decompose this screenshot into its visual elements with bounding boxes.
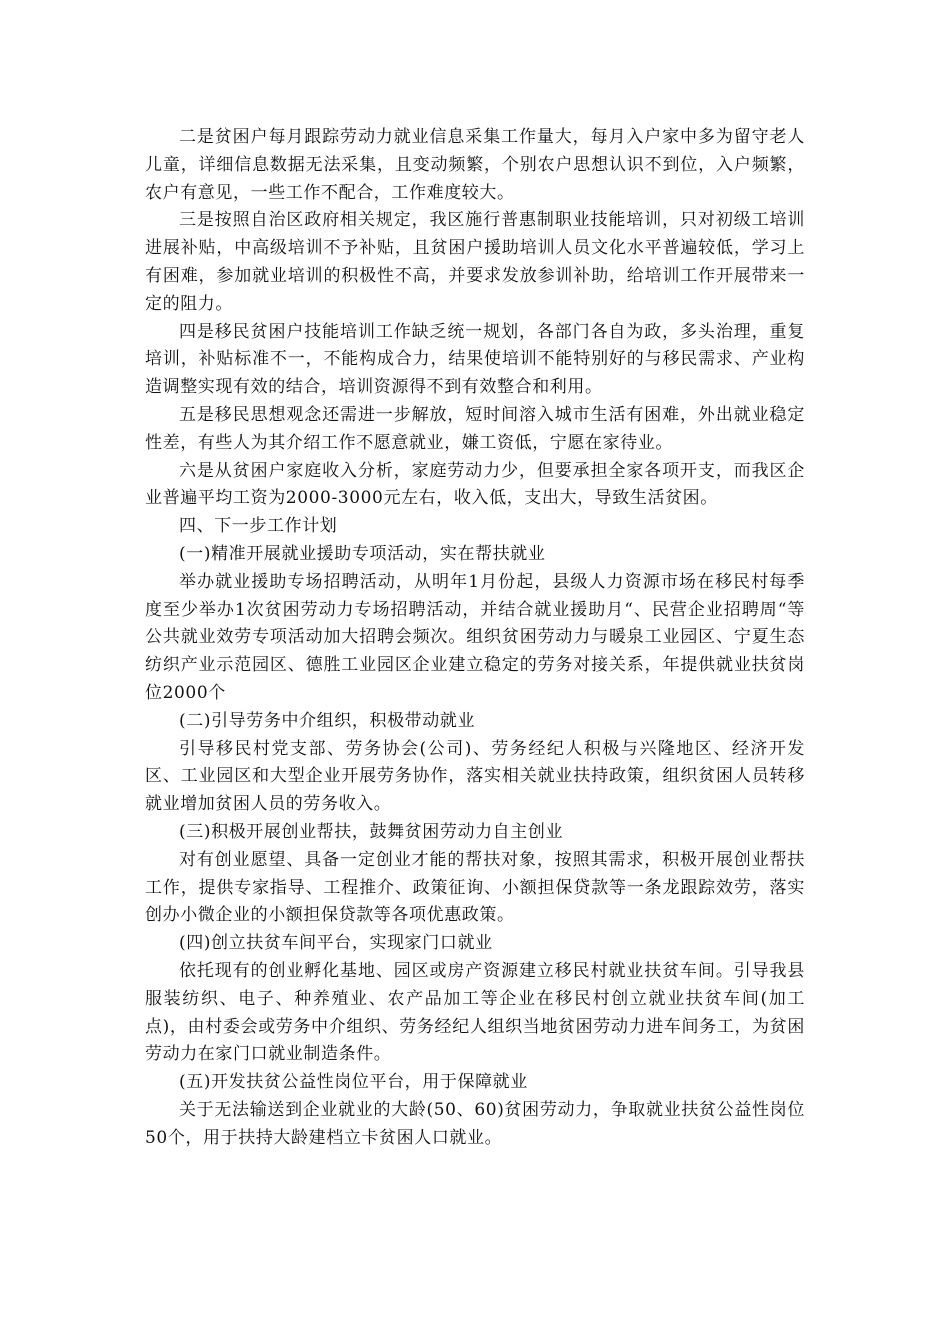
paragraph-plan-four: 依托现有的创业孵化基地、园区或房产资源建立移民村就业扶贫车间。引导我县服装纺织、电子、种养殖业、农产品加工等企业在移民村创立就业扶贫车间(加工点)，由村委会或劳务中介组织、劳务经纪人组织当地贫困劳动力进车间务工，为贫困劳动力在家门口就业制造条件。 bbox=[145, 960, 805, 1065]
subheading-plan-one: (一)精准开展就业援助专项活动，实在帮扶就业 bbox=[179, 543, 546, 564]
subheading-plan-five: (五)开发扶贫公益性岗位平台，用于保障就业 bbox=[179, 1072, 528, 1093]
paragraph-plan-two: 引导移民村党支部、劳务协会(公司)、劳务经纪人积极与兴隆地区、经济开发区、工业园区和大型企业开展劳务协作，落实相关就业扶持政策，组织贫困人员转移就业增加贫困人员的劳务收入。 bbox=[145, 738, 805, 815]
paragraph-plan-three: 对有创业愿望、具备一定创业才能的帮扶对象，按照其需求，积极开展创业帮扶工作，提供专家指导、工程推介、政策征询、小额担保贷款等一条龙跟踪效劳，落实创办小微企业的小额担保贷款等各项优惠政策。 bbox=[145, 849, 805, 926]
paragraph-issue-three: 三是按照自治区政府相关规定，我区施行普惠制职业技能培训，只对初级工培训进展补贴，中高级培训不予补贴，且贫困户援助培训人员文化水平普遍较低，学习上有困难，参加就业培训的积极性不高，并要求发放参训补助，给培训工作开展带来一定的阻力。 bbox=[145, 210, 805, 314]
subheading-plan-four: (四)创立扶贫车间平台，实现家门口就业 bbox=[179, 933, 493, 954]
document-body bbox=[145, 124, 805, 1152]
subheading-plan-two: (二)引导劳务中介组织，积极带动就业 bbox=[179, 710, 476, 731]
paragraph-issue-four: 四是移民贫困户技能培训工作缺乏统一规划，各部门各自为政，多头治理，重复培训，补贴标准不一，不能构成合力，结果使培训不能特别好的与移民需求、产业构造调整实现有效的结合，培训资源得不到有效整合和利用。 bbox=[145, 321, 805, 398]
paragraph-issue-six: 六是从贫困户家庭收入分析，家庭劳动力少，但要承担全家各项开支，而我区企业普遍平均工资为2000-3000元左右，收入低，支出大，导致生活贫困。 bbox=[145, 460, 805, 509]
section-heading-work-plan: 四、下一步工作计划 bbox=[179, 516, 338, 537]
paragraph-plan-one: 举办就业援助专场招聘活动，从明年1月份起，县级人力资源市场在移民村每季度至少举办1次贫困劳动力专场招聘活动，并结合就业援助月“、民营企业招聘周“等公共就业效劳专项活动加大招聘会频次。组织贫困劳动力与暖泉工业园区、宁夏生态纺织产业示范园区、德胜工业园区企业建立稳定的劳务对接关系，年提供就业扶贫岗位2000个 bbox=[145, 571, 805, 703]
paragraph-issue-five: 五是移民思想观念还需进一步解放，短时间溶入城市生活有困难，外出就业稳定性差，有些人为其介绍工作不愿意就业，嫌工资低，宁愿在家待业。 bbox=[145, 404, 805, 453]
paragraph-issue-two: 二是贫困户每月跟踪劳动力就业信息采集工作量大，每月入户家中多为留守老人儿童，详细信息数据无法采集，且变动频繁，个别农户思想认识不到位，入户频繁，农户有意见，一些工作不配合，工作难度较大。 bbox=[145, 127, 805, 203]
subheading-plan-three: (三)积极开展创业帮扶，鼓舞贫困劳动力自主创业 bbox=[179, 821, 564, 842]
paragraph-plan-five: 关于无法输送到企业就业的大龄(50、60)贫困劳动力，争取就业扶贫公益性岗位50个，用于扶持大龄建档立卡贫困人口就业。 bbox=[145, 1099, 805, 1148]
